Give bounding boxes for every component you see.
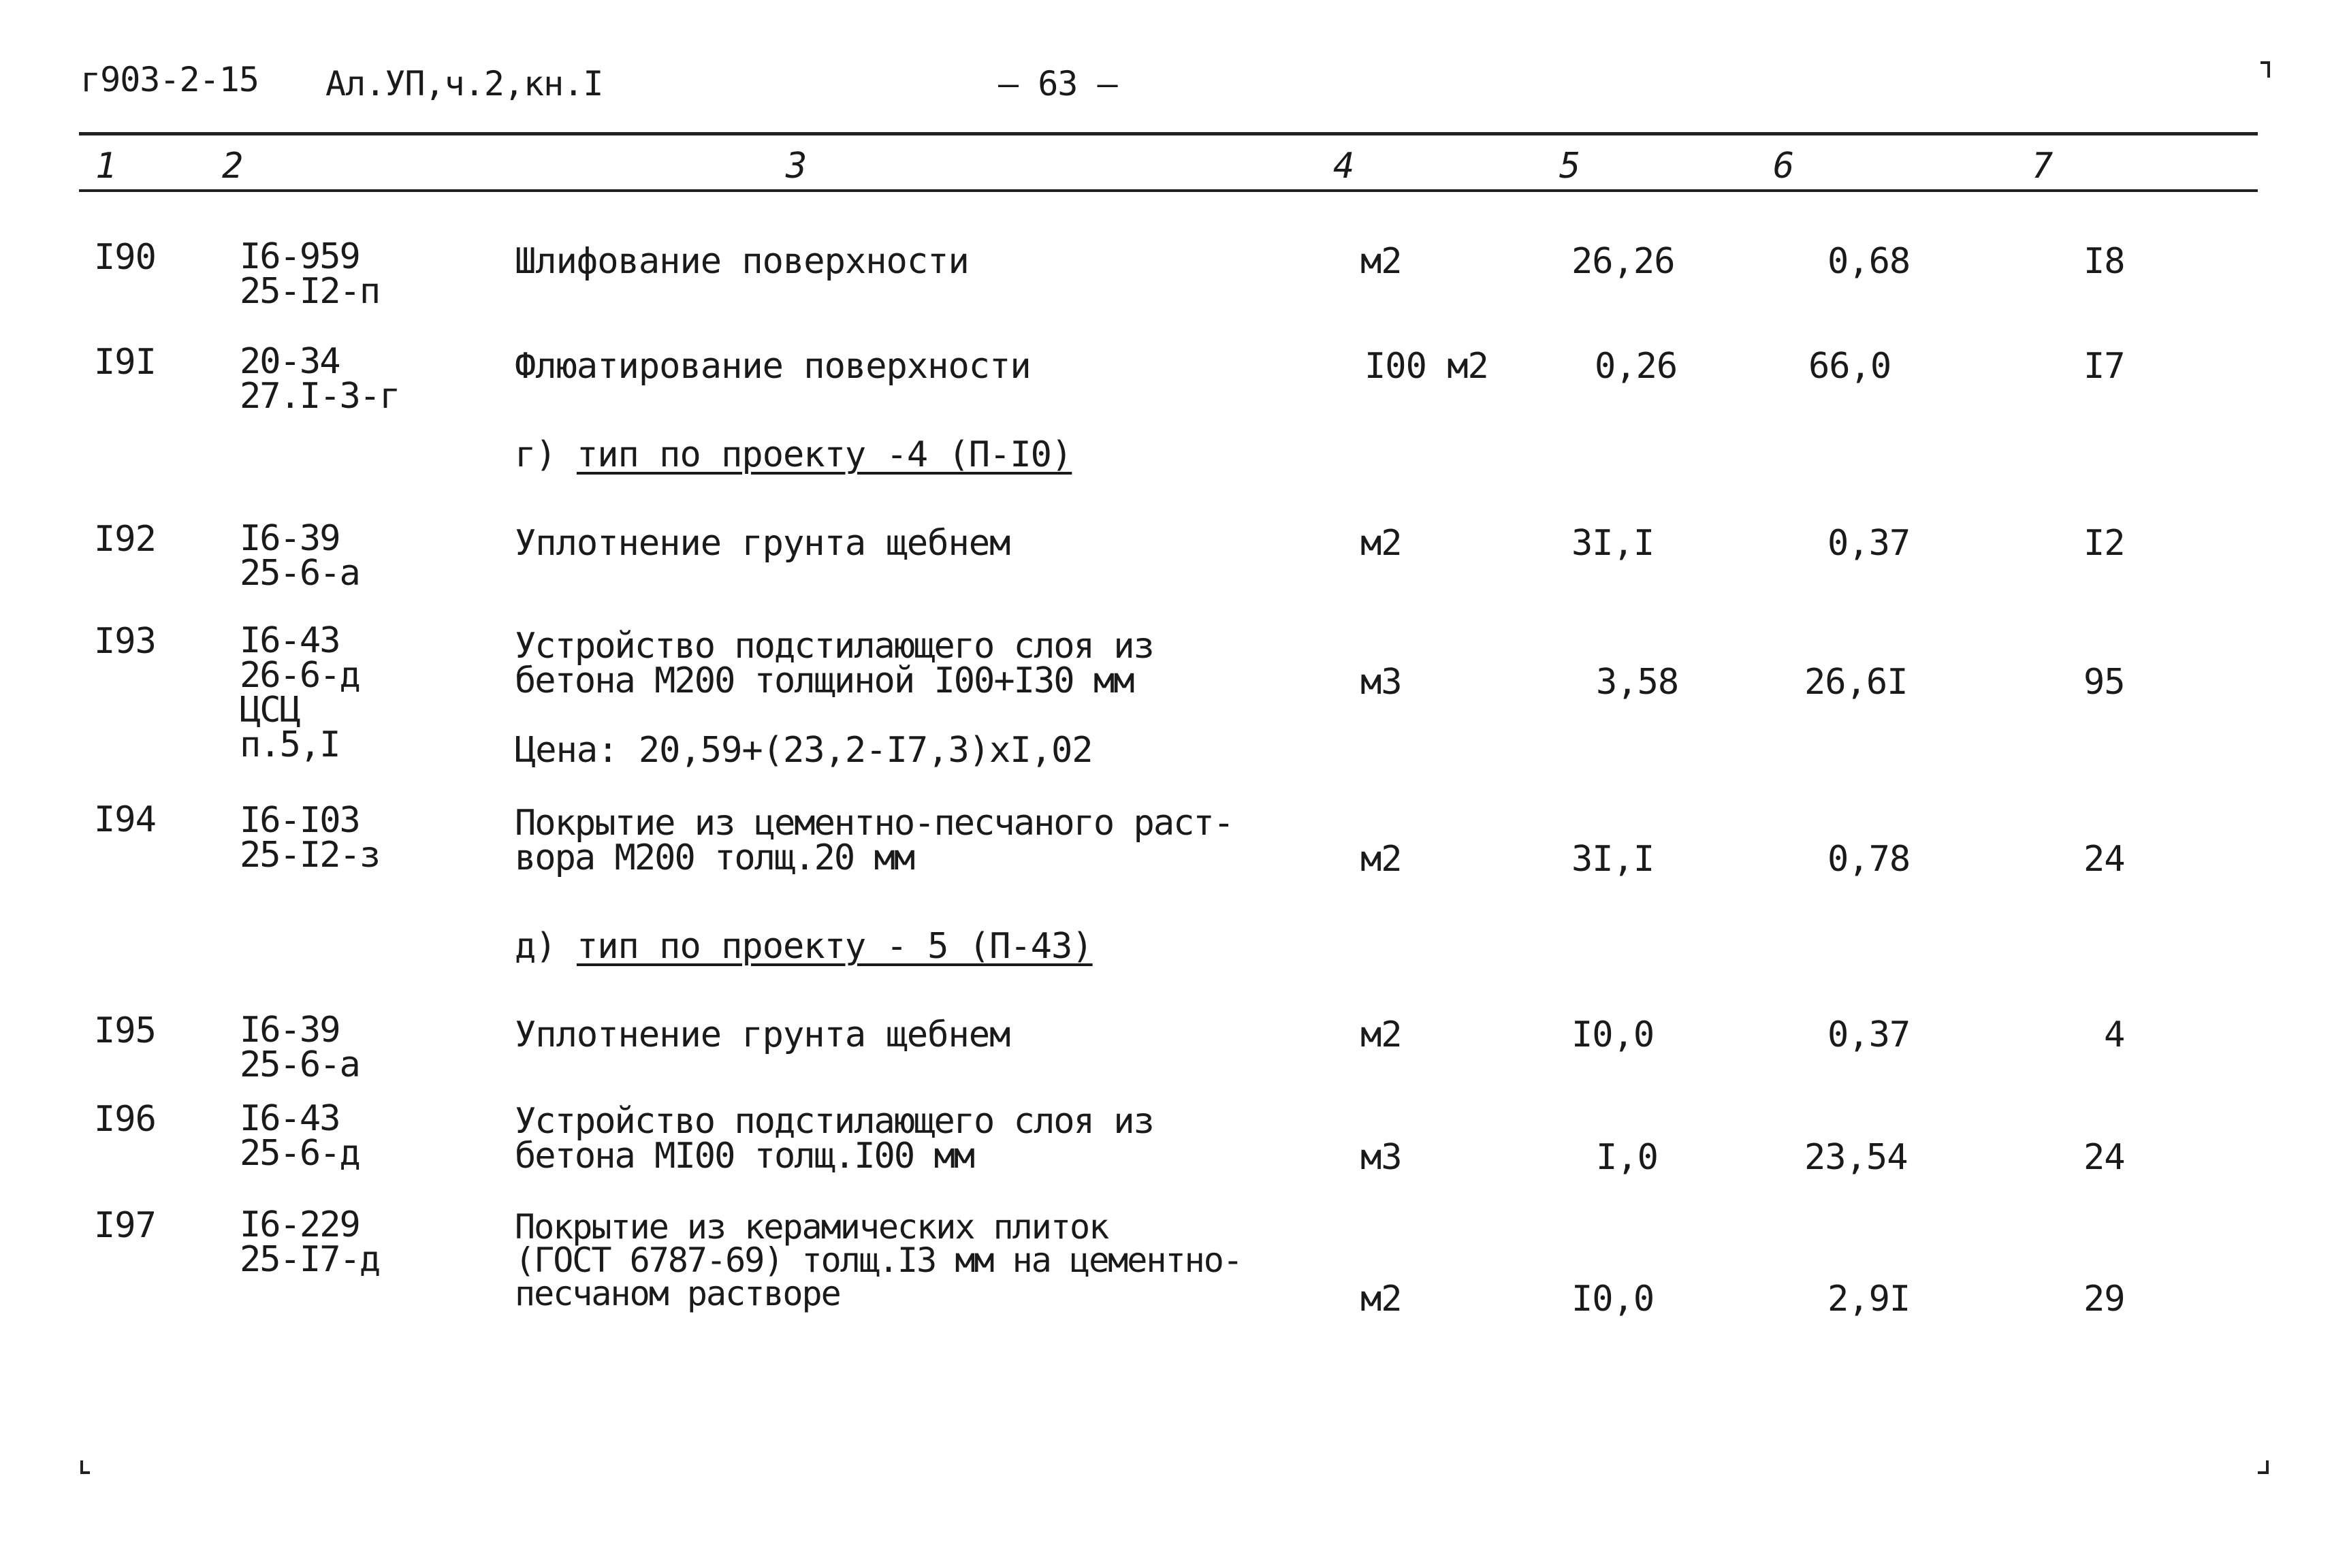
row-total: 4	[2104, 1014, 2125, 1055]
row-name: Шлифование поверхности	[515, 241, 969, 282]
row-name: Покрытие из керамических плиток (ГОСТ 6787-69) толщ.I3 мм на цементно- песчаном растворе	[515, 1207, 1242, 1313]
column-number: 3	[786, 146, 808, 187]
row-total: 24	[2083, 839, 2125, 880]
row-total: 95	[2083, 662, 2125, 703]
corner-mark-bottom-left	[80, 1471, 90, 1474]
row-price: 0,68	[1827, 241, 1911, 282]
row-qty: I0,0	[1571, 1279, 1655, 1319]
row-price: 2,9I	[1827, 1279, 1911, 1319]
row-code: I6-229 25-I7-д	[240, 1204, 380, 1280]
row-total: 29	[2083, 1279, 2125, 1319]
row-code: I6-959 25-I2-п	[240, 236, 380, 312]
section-heading: д) тип по проекту - 5 (П-43)	[515, 926, 1093, 967]
row-name: Покрытие из цементно-песчаного раст- вора М200 толщ.20 мм	[515, 803, 1234, 878]
row-name: Уплотнение грунта щебнем	[515, 523, 1010, 564]
row-qty: 3I,I	[1571, 839, 1655, 880]
row-qty: I0,0	[1571, 1014, 1655, 1055]
row-number: I94	[94, 799, 156, 840]
section-heading: г) тип по проекту -4 (П-I0)	[515, 434, 1072, 475]
section-title: тип по проекту - 5 (П-43)	[576, 926, 1093, 967]
row-price: 66,0	[1808, 346, 1891, 387]
row-unit: м2	[1360, 839, 1402, 880]
row-price: 0,37	[1827, 1014, 1911, 1055]
album-reference: Ал.УП,ч.2,кн.I	[325, 64, 603, 103]
column-number: 6	[1773, 146, 1795, 187]
row-number: I90	[94, 237, 156, 278]
row-number: I96	[94, 1099, 156, 1140]
row-qty: 3,58	[1596, 662, 1679, 703]
row-price-note: Цена: 20,59+(23,2-I7,3)xI,02	[515, 730, 1093, 771]
column-number: 7	[2032, 146, 2054, 187]
row-unit: м2	[1360, 523, 1402, 564]
column-number: 5	[1559, 146, 1581, 187]
row-price: 0,78	[1827, 839, 1911, 880]
section-title: тип по проекту -4 (П-I0)	[576, 434, 1072, 475]
row-unit: м2	[1360, 1014, 1402, 1055]
row-code: I6-43 25-6-д	[240, 1098, 360, 1174]
row-qty: 26,26	[1571, 241, 1675, 282]
row-name: Флюатирование поверхности	[515, 346, 1031, 387]
row-code: I6-I03 25-I2-з	[240, 800, 380, 876]
row-code: I6-39 25-6-а	[240, 518, 360, 594]
corner-mark-top-right	[2267, 61, 2270, 78]
row-total: I2	[2083, 523, 2125, 564]
row-code: 20-34 27.I-3-г	[240, 341, 400, 417]
row-price: 26,6I	[1804, 662, 1908, 703]
row-number: I93	[94, 621, 156, 662]
row-name: Устройство подстилающего слоя из бетона МI00 толщ.I00 мм	[515, 1101, 1153, 1177]
row-name: Уплотнение грунта щебнем	[515, 1014, 1010, 1055]
doc-code: г903-2-15	[80, 60, 259, 99]
row-total: 24	[2083, 1137, 2125, 1178]
row-total: I7	[2083, 346, 2125, 387]
row-price: 23,54	[1804, 1137, 1908, 1178]
row-number: I95	[94, 1010, 156, 1051]
corner-mark-bottom-right	[2258, 1471, 2269, 1474]
row-qty: I,0	[1596, 1137, 1658, 1178]
column-number: 2	[222, 146, 244, 187]
column-number: 1	[95, 146, 117, 187]
row-unit: м2	[1360, 1279, 1402, 1319]
row-total: I8	[2083, 241, 2125, 282]
row-unit: м2	[1360, 241, 1402, 282]
row-code: I6-39 25-6-а	[240, 1010, 360, 1085]
row-price: 0,37	[1827, 523, 1911, 564]
row-number: I97	[94, 1205, 156, 1246]
row-unit: м3	[1360, 662, 1402, 703]
row-qty: 3I,I	[1571, 523, 1655, 564]
row-name: Устройство подстилающего слоя из бетона М200 толщиной I00+I30 мм	[515, 626, 1153, 701]
row-unit: м3	[1360, 1137, 1402, 1178]
row-qty: 0,26	[1595, 346, 1678, 387]
row-number: I92	[94, 519, 156, 560]
table-top-rule	[79, 132, 2258, 135]
row-unit: I00 м2	[1364, 346, 1488, 387]
row-code: I6-43 26-6-д ЦСЦ п.5,I	[240, 620, 360, 765]
page-number: – 63 –	[998, 64, 1117, 103]
row-number: I9I	[94, 342, 156, 383]
column-number: 4	[1333, 146, 1355, 187]
table-header-rule	[79, 189, 2258, 192]
